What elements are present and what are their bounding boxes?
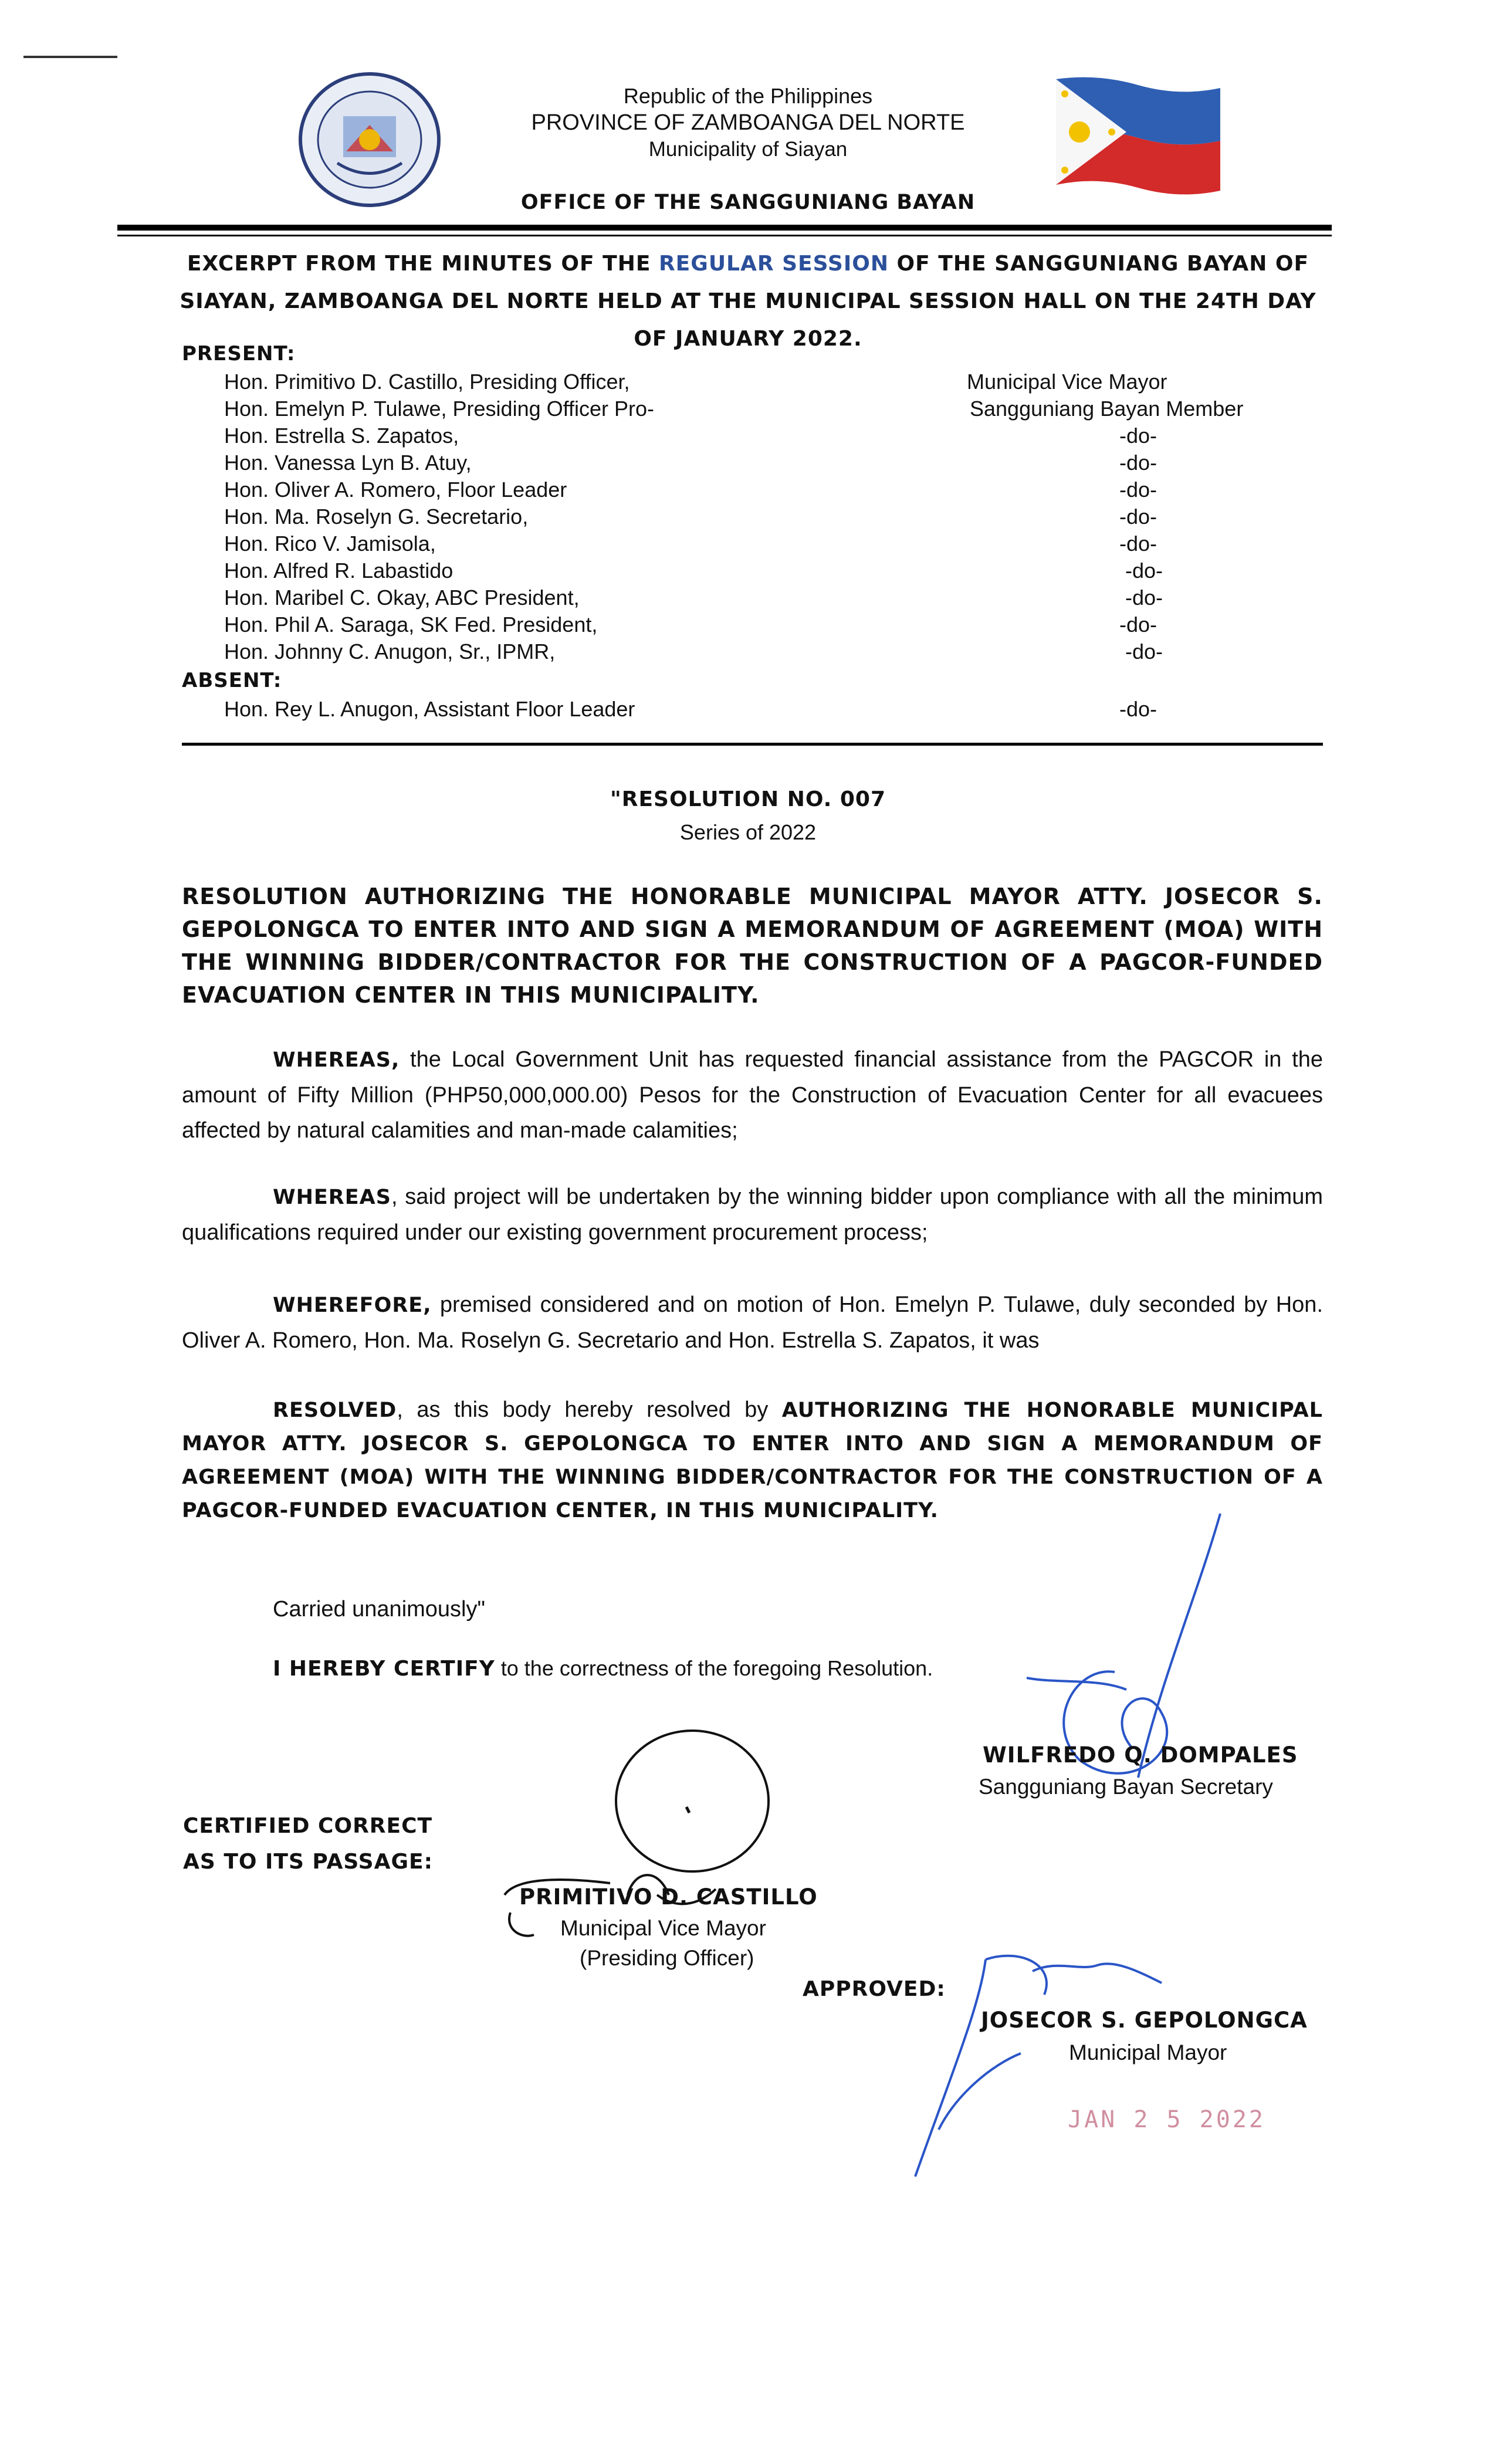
philippine-flag [1050, 73, 1226, 202]
attendee-position: -do- [1119, 612, 1157, 637]
attendee-name: Hon. Vanessa Lyn B. Atuy, [224, 451, 472, 475]
certify-statement [273, 1656, 933, 1681]
whereas-lead-2: WHEREAS [273, 1186, 391, 1209]
header-province: PROVINCE OF ZAMBOANGA DEL NORTE [531, 110, 965, 135]
whereas-lead-1: WHEREAS, [273, 1048, 400, 1072]
attendee-position: -do- [1125, 639, 1163, 664]
attendee-name: Hon. Rey L. Anugon, Assistant Floor Leader [224, 697, 635, 721]
certify-text: to the correctness of the foregoing Resolution. [495, 1656, 933, 1680]
present-label: PRESENT: [182, 342, 296, 365]
resolution-series: Series of 2022 [679, 820, 817, 844]
resolved-bold-text: AUTHORIZING THE HONORABLE MUNICIPAL MAYOR ATTY. JOSECOR S. GEPOLONGCA TO ENTER INTO AND SIGN A MEMORANDUM OF AGREEMENT (MOA) WITH THE WINNING BIDDER/CONTRACTOR FOR THE CONSTRUCTION OF A PAGCOR-FUNDED EVACUATION CENTER, IN THIS MUNICIPALITY. [182, 1399, 1323, 1522]
attendee-position: -do- [1119, 478, 1157, 502]
mayor-title: Municipal Mayor [1069, 2040, 1227, 2064]
vice-mayor-name: PRIMITIVO D. CASTILLO [519, 1884, 818, 1910]
attendee-position: Municipal Vice Mayor [967, 370, 1167, 394]
attendee-name: Hon. Estrella S. Zapatos, [224, 424, 459, 448]
wherefore-paragraph [182, 1287, 1323, 1358]
attendee-name: Hon. Maribel C. Okay, ABC President, [224, 585, 580, 610]
attendee-position: -do- [1125, 559, 1163, 583]
corner-mark [23, 56, 117, 58]
attendee-name: Hon. Rico V. Jamisola, [224, 532, 436, 556]
resolved-text: , as this body hereby resolved by [397, 1397, 782, 1422]
attendee-position: -do- [1119, 505, 1157, 529]
whereas-text-1: the Local Government Unit has requested financial assistance from the PAGCOR in the amount of Fifty Million (PHP50,000,000.00) Pesos for the Construction of Evacuation Center for all evacuees affected by natural calamities and man-made calamities; [182, 1047, 1323, 1143]
mayor-name: JOSECOR S. GEPOLONGCA [981, 2008, 1308, 2033]
excerpt-highlight: REGULAR SESSION [658, 252, 889, 276]
vice-mayor-title: Municipal Vice Mayor [560, 1916, 766, 1940]
header-rule-thick [117, 225, 1332, 231]
certified-correct-line2: AS TO ITS PASSAGE: [183, 1850, 434, 1874]
wherefore-lead: WHEREFORE, [273, 1294, 432, 1317]
certified-correct-line1: CERTIFIED CORRECT [183, 1814, 433, 1838]
attendee-position: -do- [1125, 585, 1163, 610]
vice-mayor-role: (Presiding Officer) [580, 1946, 754, 1970]
wherefore-text: premised considered and on motion of Hon. Emelyn P. Tulawe, duly seconded by Hon. Oliver A. Romero, Hon. Ma. Roselyn G. Secretario and Hon. Estrella S. Zapatos, it was [182, 1292, 1323, 1353]
attendee-position: -do- [1119, 451, 1157, 475]
secretary-name: WILFREDO Q. DOMPALES [983, 1742, 1298, 1768]
attendee-position: Sangguniang Bayan Member [970, 397, 1244, 421]
absent-label: ABSENT: [182, 669, 282, 692]
attendee-name: Hon. Phil A. Saraga, SK Fed. President, [224, 612, 598, 637]
attendee-name: Hon. Emelyn P. Tulawe, Presiding Officer Pro- [224, 397, 654, 421]
attendee-position: -do- [1119, 532, 1157, 556]
header-office: OFFICE OF THE SANGGUNIANG BAYAN [520, 191, 976, 214]
certify-lead: I HEREBY CERTIFY [273, 1657, 495, 1681]
header-rule-thin [117, 235, 1332, 236]
whereas-text-2: , said project will be undertaken by the winning bidder upon compliance with all the minimum qualifications required under our existing government procurement process; [182, 1184, 1323, 1245]
header-municipality: Municipality of Siayan [648, 138, 848, 161]
resolution-number: "RESOLUTION NO. 007 [610, 787, 886, 811]
received-date-stamp: JAN 2 5 2022 [1068, 2106, 1265, 2133]
whereas-paragraph-2 [182, 1179, 1323, 1250]
resolved-lead: RESOLVED [273, 1399, 397, 1422]
attendee-name: Hon. Johnny C. Anugon, Sr., IPMR, [224, 639, 556, 664]
attendee-name: Hon. Primitivo D. Castillo, Presiding Officer, [224, 370, 630, 394]
header-republic: Republic of the Philippines [623, 84, 873, 108]
secretary-title: Sangguniang Bayan Secretary [979, 1775, 1273, 1799]
excerpt-heading [176, 245, 1320, 358]
attendee-position: -do- [1119, 424, 1157, 448]
carried-unanimously: Carried unanimously" [273, 1597, 485, 1622]
attendee-name: Hon. Ma. Roselyn G. Secretario, [224, 505, 529, 529]
attendee-name: Hon. Alfred R. Labastido [224, 559, 453, 583]
whereas-paragraph-1 [182, 1042, 1323, 1148]
attendee-name: Hon. Oliver A. Romero, Floor Leader [224, 478, 567, 502]
attendee-position: -do- [1119, 697, 1157, 721]
approved-label: APPROVED: [803, 1977, 946, 2001]
excerpt-part2: OF THE SANGGUNIANG BAYAN OF SIAYAN, ZAMBOANGA DEL NORTE HELD AT THE MUNICIPAL SESSION HALL ON THE 24TH DAY OF JANUARY 2022. [180, 252, 1316, 351]
excerpt-part1: EXCERPT FROM THE MINUTES OF THE [187, 252, 659, 276]
attendance-rule [182, 743, 1323, 746]
resolution-title: RESOLUTION AUTHORIZING THE HONORABLE MUNICIPAL MAYOR ATTY. JOSECOR S. GEPOLONGCA TO ENTER INTO AND SIGN A MEMORANDUM OF AGREEMENT (MOA) WITH THE WINNING BIDDER/CONTRACTOR FOR THE CONSTRUCTION OF A PAGCOR-FUNDED EVACUATION CENTER IN THIS MUNICIPALITY. [182, 884, 1323, 1008]
